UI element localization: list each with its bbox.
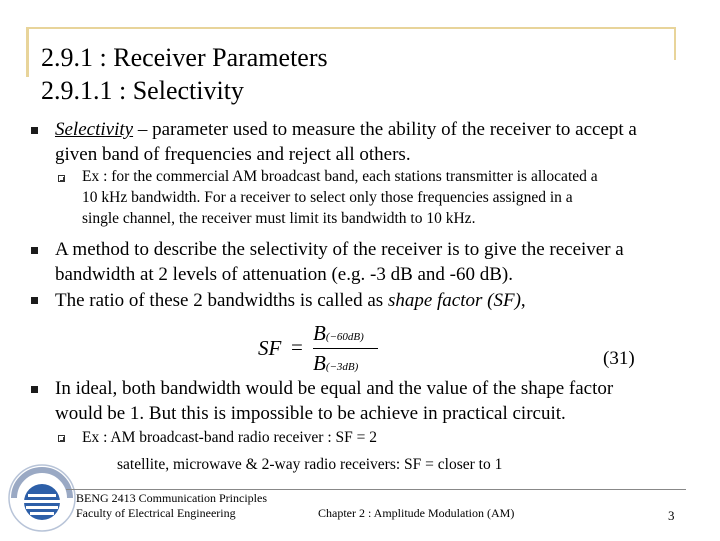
sub-bullet-marker: [58, 175, 65, 182]
slide-frame-top: [26, 27, 676, 29]
method-line1: A method to describe the selectivity of the receiver is to give the receiver a: [55, 239, 624, 260]
bullet-selectivity: [55, 117, 695, 167]
fraction-bar: [313, 348, 378, 349]
ideal-line2: would be 1. But this is impossible to be achieve in practical circuit.: [55, 403, 566, 424]
footer-divider: [66, 489, 686, 490]
title-line-2: 2.9.1.1 : Selectivity: [41, 76, 244, 105]
equation-equals: =: [291, 335, 303, 359]
equation-lhs: SF: [258, 336, 282, 360]
equation-number: (31): [603, 348, 635, 369]
selectivity-term: Selectivity: [55, 119, 134, 140]
denominator-symbol: B: [313, 351, 326, 375]
slide-frame-left: [26, 27, 29, 77]
equation-numerator: [313, 321, 364, 346]
bullet-marker: [31, 127, 38, 134]
bullet-ratio: [55, 288, 695, 313]
denominator-subscript: (−3dB): [325, 361, 359, 373]
footer-faculty: Faculty of Electrical Engineering: [76, 506, 236, 520]
equation-denominator: [313, 351, 358, 376]
slide-title: [41, 41, 328, 107]
ratio-text: The ratio of these 2 bandwidths is called as: [55, 290, 388, 311]
sub-bullet-marker: [58, 435, 65, 442]
slide-frame-right: [674, 27, 676, 60]
university-logo: [4, 458, 80, 536]
sub-bullet-am-example: [82, 166, 702, 229]
bullet-marker: [31, 247, 38, 254]
selectivity-definition: – parameter used to measure the ability of the receiver to accept a: [133, 119, 637, 140]
ratio-comma: ,: [520, 290, 526, 311]
numerator-subscript: (−60dB): [325, 331, 364, 343]
title-line-1: 2.9.1 : Receiver Parameters: [41, 43, 328, 72]
footer-course-info: [76, 491, 267, 521]
page-number: 3: [668, 508, 675, 523]
footer-chapter: Chapter 2 : Amplitude Modulation (AM): [318, 506, 515, 520]
bullet-marker: [31, 386, 38, 393]
am-example-line1: Ex : for the commercial AM broadcast band, each stations transmitter is allocated a: [82, 168, 598, 185]
am-example-line3: single channel, the receiver must limit its bandwidth to 10 kHz.: [82, 210, 476, 227]
shape-factor-equation: [258, 321, 398, 377]
numerator-symbol: B: [313, 321, 326, 345]
am-example-line2: 10 kHz bandwidth. For a receiver to select only those frequencies assigned in a: [82, 189, 573, 206]
sf-example-line1: Ex : AM broadcast-band radio receiver : SF = 2: [82, 429, 377, 446]
method-line2: bandwidth at 2 levels of attenuation (e.g. -3 dB and -60 dB).: [55, 264, 514, 285]
bullet-ideal: [55, 376, 695, 426]
footer-course: BENG 2413 Communication Principles: [76, 491, 267, 505]
shape-factor-term: shape factor (SF): [387, 290, 521, 311]
sub-bullet-sf-example: [82, 427, 642, 475]
university-logo-icon: [4, 458, 80, 536]
bullet-marker: [31, 297, 38, 304]
selectivity-definition-line2: given band of frequencies and reject all others.: [55, 144, 411, 165]
sf-example-line2: satellite, microwave & 2-way radio receivers: SF = closer to 1: [117, 456, 503, 473]
ideal-line1: In ideal, both bandwidth would be equal and the value of the shape factor: [55, 378, 614, 399]
bullet-method: [55, 237, 695, 287]
